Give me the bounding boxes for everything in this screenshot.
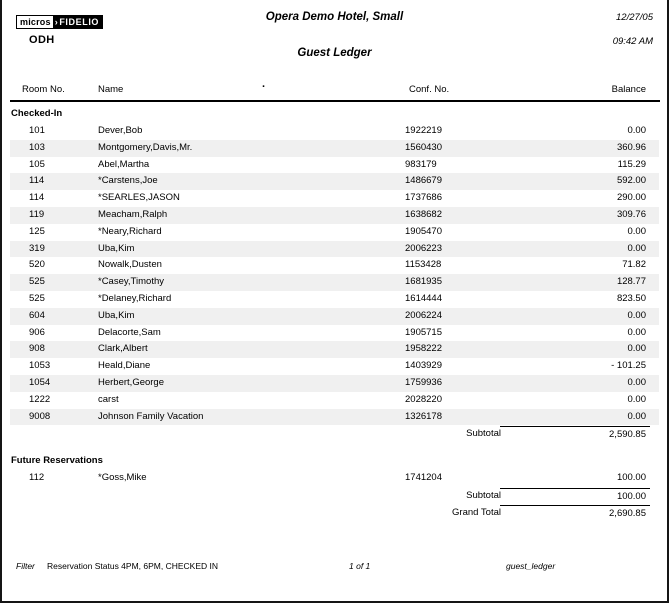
column-header-room: Room No. [22,84,65,95]
table-row [10,173,659,190]
header-rule [10,100,660,102]
room-number-cell: 101 [29,125,45,136]
subtotal-row [10,425,659,442]
confirmation-number-cell: 2028220 [405,393,442,405]
room-number-cell: 1053 [29,360,51,372]
guest-name-cell: *Carstens,Joe [98,175,158,187]
guest-name-cell: Johnson Family Vacation [98,410,204,422]
section-title: Future Reservations [11,455,103,467]
confirmation-number-cell: 1403929 [405,360,442,372]
grand-total-row [10,504,659,521]
room-number-cell: 103 [29,141,45,153]
confirmation-number-cell: 1958222 [405,343,442,355]
balance-cell: 0.00 [627,410,646,422]
confirmation-number-cell: 1922219 [405,125,442,136]
column-header-name: Name [98,84,124,95]
guest-name-cell: Delacorte,Sam [98,326,161,338]
room-number-cell: 525 [29,276,45,288]
guest-name-cell: Uba,Kim [98,242,135,254]
room-number-cell: 520 [29,259,45,271]
balance-cell: 128.77 [616,276,646,288]
confirmation-number-cell: 1560430 [405,141,442,153]
table-row [10,409,659,426]
confirmation-number-cell: 1681935 [405,276,442,288]
room-number-cell: 114 [29,192,45,204]
ledger-table-body [10,103,659,521]
room-number-cell: 906 [29,326,45,338]
subtotal-value: 2,590.85 [500,426,650,442]
table-row [10,257,659,274]
table-row [10,291,659,308]
balance-cell: 592.00 [616,175,646,187]
column-header-balance: Balance [611,84,646,95]
column-header-conf: Conf. No. [409,84,450,95]
room-number-cell: 908 [29,343,45,355]
guest-name-cell: Abel,Martha [98,158,150,170]
guest-name-cell: Montgomery,Davis,Mr. [98,141,193,153]
property-code: ODH [29,34,55,46]
confirmation-number-cell: 1153428 [405,259,442,271]
micros-logo-text: micros [16,15,54,29]
room-number-cell: 125 [29,225,45,237]
table-row [10,157,659,174]
balance-cell: - 101.25 [611,360,646,372]
guest-name-cell: Dever,Bob [98,125,143,136]
report-footer [2,561,667,575]
report-title: Guest Ledger [297,47,372,59]
room-number-cell: 1054 [29,376,51,388]
balance-cell: 290.00 [616,192,646,204]
balance-cell: 0.00 [627,326,646,338]
table-row [10,140,659,157]
balance-cell: 0.00 [627,393,646,405]
balance-cell: 0.00 [627,309,646,321]
table-row [10,241,659,258]
confirmation-number-cell: 1905470 [405,225,442,237]
room-number-cell: 9008 [29,410,51,422]
balance-cell: 0.00 [627,376,646,388]
filter-value: Reservation Status 4PM, 6PM, CHECKED IN [47,561,219,571]
table-row [10,375,659,392]
subtotal-value: 100.00 [500,488,650,504]
subtotal-label: Subtotal [466,428,501,440]
table-row [10,224,659,241]
room-number-cell: 105 [29,158,45,170]
room-number-cell: 112 [29,472,45,484]
balance-cell: 0.00 [627,125,646,136]
confirmation-number-cell: 1326178 [405,410,442,422]
table-row [10,358,659,375]
confirmation-number-cell: 2006223 [405,242,442,254]
balance-cell: 115.29 [617,158,646,170]
stray-mark: . [262,78,266,90]
guest-name-cell: *Neary,Richard [98,225,162,237]
confirmation-number-cell: 1759936 [405,376,442,388]
page-number: 1 of 1 [349,561,371,571]
table-row [10,190,659,207]
balance-cell: 823.50 [616,292,646,304]
table-row [10,341,659,358]
balance-cell: 71.82 [622,259,646,271]
confirmation-number-cell: 2006224 [405,309,442,321]
fidelio-logo-text: FIDELIO [59,17,100,27]
hotel-name: Opera Demo Hotel, Small [265,11,404,23]
table-row [10,123,659,140]
guest-name-cell: *SEARLES,JASON [98,192,180,204]
room-number-cell: 604 [29,309,45,321]
room-number-cell: 114 [29,175,45,187]
guest-name-cell: Meacham,Ralph [98,208,168,220]
room-number-cell: 319 [29,242,45,254]
room-number-cell: 119 [29,208,45,220]
confirmation-number-cell: 1486679 [405,175,442,187]
table-row [10,392,659,409]
guest-name-cell: *Casey,Timothy [98,276,164,288]
room-number-cell: 1222 [29,393,51,405]
report-file-name: guest_ledger [506,561,556,571]
guest-name-cell: *Delaney,Richard [98,292,172,304]
guest-name-cell: Uba,Kim [98,309,135,321]
balance-cell: 309.76 [616,208,646,220]
table-row [10,470,659,487]
grand-total-value: 2,690.85 [500,505,650,521]
guest-name-cell: Heald,Diane [98,360,151,372]
confirmation-number-cell: 1614444 [405,292,442,304]
section-gap [10,442,659,450]
balance-cell: 0.00 [627,343,646,355]
balance-cell: 0.00 [627,225,646,237]
section-title: Checked-In [11,108,63,119]
balance-cell: 100.00 [616,472,646,484]
confirmation-number-cell: 1905715 [405,326,442,338]
room-number-cell: 525 [29,292,45,304]
subtotal-label: Subtotal [466,490,501,502]
table-row [10,325,659,342]
report-time: 09:42 AM [612,36,653,47]
subtotal-row [10,487,659,504]
balance-cell: 0.00 [627,242,646,254]
guest-name-cell: *Goss,Mike [98,472,147,484]
grand-total-label: Grand Total [452,507,501,519]
table-row [10,207,659,224]
guest-name-cell: carst [98,393,119,405]
filter-label: Filter [16,561,35,571]
guest-name-cell: Clark,Albert [98,343,148,355]
guest-name-cell: Herbert,George [98,376,165,388]
confirmation-number-cell: 1638682 [405,208,442,220]
column-header-row [10,84,659,98]
balance-cell: 360.96 [616,141,646,153]
confirmation-number-cell: 983179 [405,158,437,170]
table-row [10,308,659,325]
report-date: 12/27/05 [616,12,653,23]
arrow-right-icon: › [54,17,59,27]
table-row [10,274,659,291]
confirmation-number-cell: 1741204 [405,472,442,484]
guest-name-cell: Nowalk,Dusten [98,259,162,271]
confirmation-number-cell: 1737686 [405,192,442,204]
